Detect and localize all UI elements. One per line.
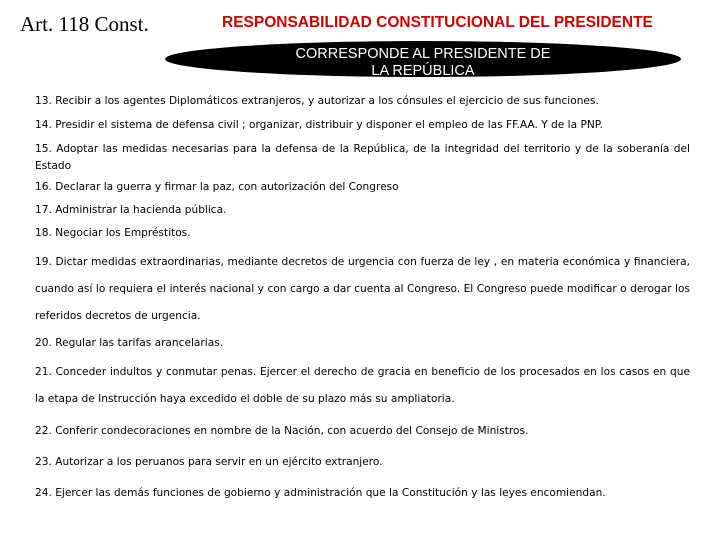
list-item-24: 24. Ejercer las demás funciones de gobierno y administración que la Constitución y las leyes encomiendan. xyxy=(35,487,606,499)
list-item-22: 22. Conferir condecoraciones en nombre de la Nación, con acuerdo del Consejo de Ministros. xyxy=(35,425,529,437)
list-item-23: 23. Autorizar a los peruanos para servir en un ejército extranjero. xyxy=(35,456,383,468)
list-item-19: 19. Dictar medidas extraordinarias, mediante decretos de urgencia con fuerza de ley , en materia económica y financiera, cuando así lo requiera el interés nacional y con cargo a dar cuenta al Congreso. El Congreso puede modificar o derogar los referidos decretos de urgencia. xyxy=(35,256,690,322)
banner-text: CORRESPONDE AL PRESIDENTE DE LA REPÚBLICA xyxy=(295,46,551,77)
page-title: RESPONSABILIDAD CONSTITUCIONAL DEL PRESIDENTE xyxy=(222,14,653,31)
list-item-14: 14. Presidir el sistema de defensa civil ; organizar, distribuir y disponer el empleo de las FF.AA. Y de la PNP. xyxy=(35,119,603,131)
list-item-15: 15. Adoptar las medidas necesarias para la defensa de la República, de la integridad del territorio y de la soberanía del Estado xyxy=(35,143,690,172)
banner-ellipse xyxy=(165,41,681,77)
list-item-13: 13. Recibir a los agentes Diplomáticos extranjeros, y autorizar a los cónsules el ejercicio de sus funciones. xyxy=(35,95,599,107)
article-reference: Art. 118 Const. xyxy=(20,12,149,36)
list-item-17: 17. Administrar la hacienda pública. xyxy=(35,204,227,216)
list-item-20: 20. Regular las tarifas arancelarias. xyxy=(35,337,224,349)
list-item-16: 16. Declarar la guerra y firmar la paz, con autorización del Congreso xyxy=(35,181,399,193)
list-item-18: 18. Negociar los Empréstitos. xyxy=(35,227,191,239)
list-item-21: 21. Conceder indultos y conmutar penas. Ejercer el derecho de gracia en beneficio de los procesados en los casos en que la etapa de Instrucción haya excedido el doble de su plazo más su ampliatoria. xyxy=(35,366,690,405)
